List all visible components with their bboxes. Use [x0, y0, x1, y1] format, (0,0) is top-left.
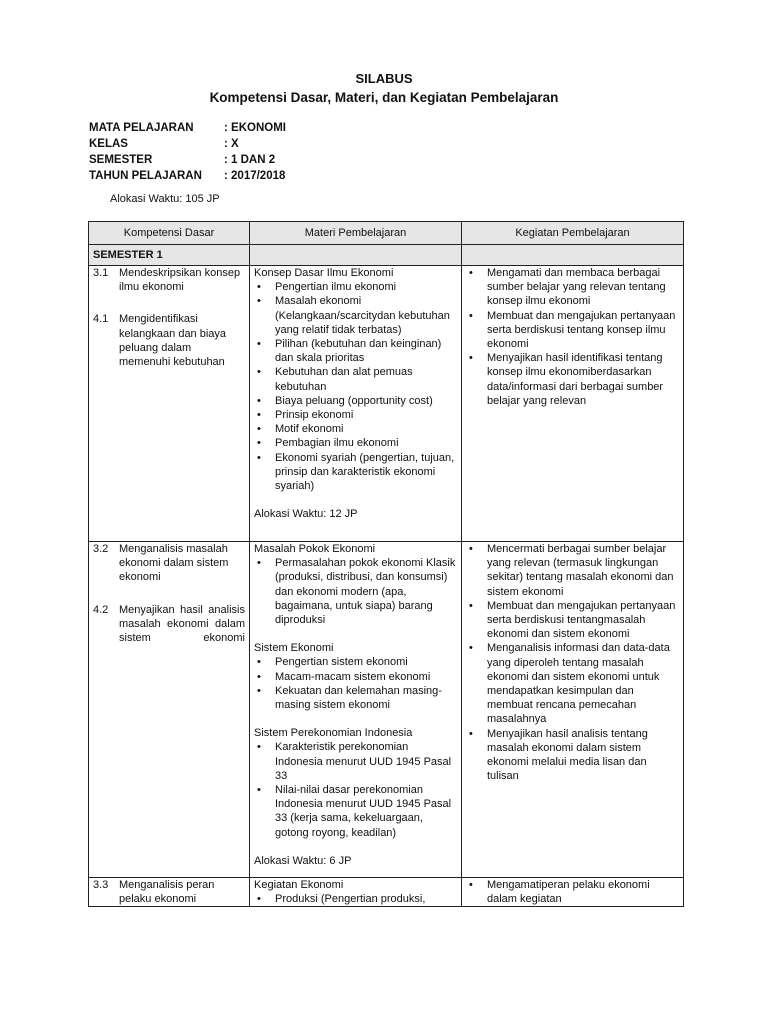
meta-key: MATA PELAJARAN: [89, 122, 194, 134]
kd-number: 4.2: [93, 603, 109, 616]
list-item: • Kekuatan dan kelemahan masing-masing sistem ekonomi: [254, 684, 457, 712]
list-item: • Menyajikan hasil identifikasi tentang konsep ilmu ekonomiberdasarkan data/informasi dari berbagai sumber belajar yang relevan: [466, 351, 679, 408]
document-title: SILABUS: [355, 71, 413, 86]
list-item: • Macam-macam sistem ekonomi: [254, 670, 457, 684]
list-item: • Permasalahan pokok ekonomi Klasik (produksi, distribusi, dan konsumsi) dan ekonomi modern (apa, bagaimana, untuk siapa) barang diproduksi: [254, 556, 457, 627]
kegiatan-cell: [462, 266, 684, 542]
materi-list: [254, 655, 457, 712]
time-allocation: Alokasi Waktu: 12 JP: [254, 508, 358, 521]
kd-text: Mengidentifikasi kelangkaan dan biaya peluang dalam memenuhi kebutuhan: [119, 313, 227, 369]
meta-value: : EKONOMI: [224, 122, 286, 134]
list-item: • Prinsip ekonomi: [254, 408, 457, 422]
semester-label: SEMESTER 1: [89, 245, 250, 266]
kegiatan-cell: [462, 878, 684, 907]
kd-cell: [89, 878, 250, 907]
materi-list: [254, 280, 457, 493]
kd-text: Menyajikan hasil analisis masalah ekonomi dalam sistem ekonomi: [119, 603, 245, 645]
kd-item: [93, 603, 245, 646]
meta-key: SEMESTER: [89, 154, 153, 166]
list-item: • Mengamati dan membaca berbagai sumber belajar yang relevan tentang konsep ilmu ekonomi: [466, 266, 679, 309]
kd-number: 3.1: [93, 267, 109, 279]
semester-row: [89, 245, 684, 266]
materi-cell: [250, 266, 462, 542]
kegiatan-list: [466, 878, 679, 906]
kd-item: [93, 266, 245, 294]
table-row: [89, 878, 684, 907]
list-item: • Ekonomi syariah (pengertian, tujuan, prinsip dan karakteristik ekonomi syariah): [254, 451, 457, 494]
meta-value: : 1 DAN 2: [224, 154, 276, 166]
meta-value: : X: [224, 138, 239, 150]
meta-row-semester: [89, 152, 286, 168]
empty-cell: [462, 245, 684, 266]
kd-item: [93, 542, 245, 585]
list-item: • Masalah ekonomi (Kelangkaan/scarcitydan kebutuhan yang relatif tidak terbatas): [254, 294, 457, 337]
total-time-allocation: Alokasi Waktu: 105 JP: [110, 193, 220, 205]
time-allocation: Alokasi Waktu: 6 JP: [254, 854, 352, 867]
meta-row-subject: [89, 120, 286, 136]
syllabus-table: [88, 221, 684, 907]
materi-heading: Sistem Perekonomian Indonesia: [254, 727, 413, 740]
materi-heading: Masalah Pokok Ekonomi: [254, 543, 376, 555]
kegiatan-list: [466, 266, 679, 408]
materi-list: [254, 892, 457, 906]
kd-number: 3.3: [93, 879, 109, 891]
header-kegiatan: Kegiatan Pembelajaran: [462, 222, 684, 245]
kd-text: Menganalisis peran pelaku ekonomi: [119, 879, 215, 906]
materi-heading: Kegiatan Ekonomi: [254, 879, 344, 891]
materi-cell: [250, 878, 462, 907]
kd-cell: [89, 266, 250, 542]
list-item: • Membuat dan mengajukan pertanyaan serta berdiskusi tentang konsep ilmu ekonomi: [466, 309, 679, 352]
meta-value: : 2017/2018: [224, 170, 286, 182]
document-subtitle: Kompetensi Dasar, Materi, dan Kegiatan Pembelajaran: [209, 90, 559, 105]
materi-heading: Konsep Dasar Ilmu Ekonomi: [254, 267, 394, 279]
list-item: • Pembagian ilmu ekonomi: [254, 436, 457, 450]
meta-key: KELAS: [89, 138, 128, 150]
kegiatan-cell: [462, 542, 684, 878]
list-item: • Kebutuhan dan alat pemuas kebutuhan: [254, 365, 457, 393]
kd-number: 4.1: [93, 313, 109, 326]
list-item: • Motif ekonomi: [254, 422, 457, 436]
meta-row-class: [89, 136, 286, 152]
materi-cell: [250, 542, 462, 878]
table-row: [89, 542, 684, 878]
meta-row-year: [89, 168, 286, 184]
kegiatan-list: [466, 542, 679, 783]
table-row: [89, 266, 684, 542]
kd-number: 3.2: [93, 543, 109, 555]
kd-cell: [89, 542, 250, 878]
header-kompetensi-dasar: Kompetensi Dasar: [89, 222, 250, 245]
list-item: • Pengertian sistem ekonomi: [254, 655, 457, 669]
kd-text: Mendeskripsikan konsep ilmu ekonomi: [119, 267, 241, 294]
list-item: • Produksi (Pengertian produksi,: [254, 892, 457, 906]
list-item: • Nilai-nilai dasar perekonomian Indonesia menurut UUD 1945 Pasal 33 (kerja sama, kekeluargaan, gotong royong, keadilan): [254, 783, 457, 840]
meta-key: TAHUN PELAJARAN: [89, 170, 202, 182]
header-materi: Materi Pembelajaran: [250, 222, 462, 245]
empty-cell: [250, 245, 462, 266]
materi-list: [254, 556, 457, 627]
list-item: • Karakteristik perekonomian Indonesia menurut UUD 1945 Pasal 33: [254, 740, 457, 783]
table-header-row: [89, 222, 684, 245]
materi-heading: Sistem Ekonomi: [254, 642, 334, 655]
list-item: • Pilihan (kebutuhan dan keinginan) dan skala prioritas: [254, 337, 457, 365]
kd-item: [93, 312, 245, 369]
list-item: • Membuat dan mengajukan pertanyaan serta berdiskusi tentangmasalah ekonomi dan sistem ekonomi: [466, 599, 679, 642]
list-item: • Menganalisis informasi dan data-data yang diperoleh tentang masalah ekonomi dan sistem ekonomi untuk mendapatkan kesimpulan dan membuat rencana pemecahan masalahnya: [466, 641, 679, 726]
list-item: • Pengertian ilmu ekonomi: [254, 280, 457, 294]
subject-info: [89, 120, 286, 184]
materi-list: [254, 740, 457, 839]
kd-item: [93, 878, 245, 906]
list-item: • Biaya peluang (opportunity cost): [254, 394, 457, 408]
list-item: • Mengamatiperan pelaku ekonomi dalam kegiatan: [466, 878, 679, 906]
list-item: • Mencermati berbagai sumber belajar yang relevan (termasuk lingkungan sekitar) tentang masalah ekonomi dan sistem ekonomi: [466, 542, 679, 599]
list-item: • Menyajikan hasil analisis tentang masalah ekonomi dalam sistem ekonomi melalui media lisan dan tulisan: [466, 727, 679, 784]
kd-text: Menganalisis masalah ekonomi dalam sistem ekonomi: [119, 543, 229, 584]
